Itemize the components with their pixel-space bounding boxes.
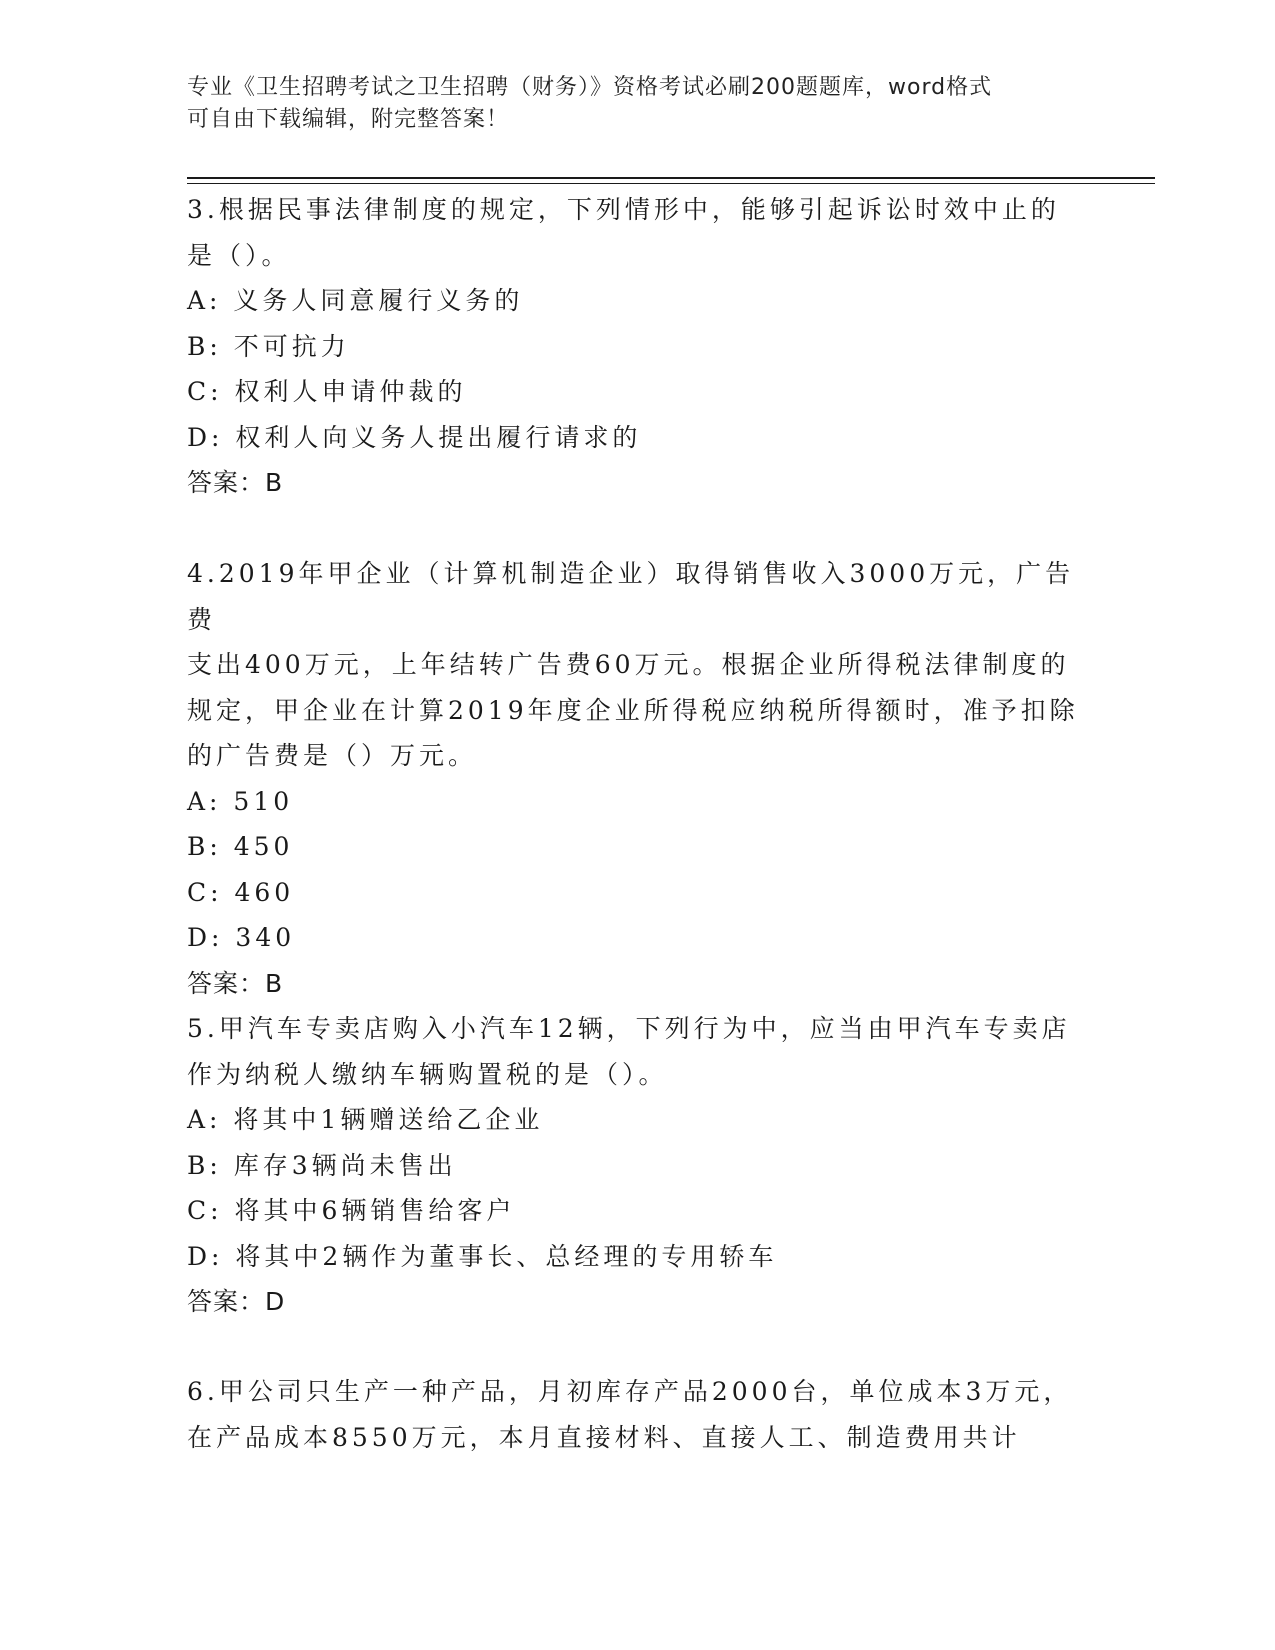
option-a: A: 将其中1辆赠送给乙企业 (187, 1105, 544, 1134)
header-divider-thin (187, 183, 1155, 184)
option-b: B: 库存3辆尚未售出 (187, 1150, 457, 1180)
option-b: B: 不可抗力 (187, 331, 350, 361)
header-line-2: 可自由下载编辑，附完整答案！ (187, 107, 510, 132)
stem-line: 5.甲汽车专卖店购入小汽车12辆，下列行为中，应当由甲汽车专卖店 (187, 1014, 1071, 1043)
stem-line: 作为纳税人缴纳车辆购置税的是（）。 (187, 1059, 668, 1089)
option-a: A: 510 (187, 786, 294, 816)
stem-line: 规定，甲企业在计算2019年度企业所得税应纳税所得额时，准予扣除 (187, 695, 1079, 725)
option-d: D: 340 (187, 923, 296, 952)
question-stem (187, 187, 1087, 278)
answer-line: 答案：D (187, 1287, 286, 1316)
header-line-1: 专业《卫生招聘考试之卫生招聘（财务）》资格考试必刷200题题库，word格式 (187, 75, 993, 100)
stem-line: 支出400万元，上年结转广告费60万元。根据企业所得税法律制度的 (187, 650, 1070, 679)
stem-line: 是（）。 (187, 240, 291, 270)
stem-line: 6.甲公司只生产一种产品，月初库存产品2000台，单位成本3万元， (187, 1377, 1073, 1406)
answer-line: 答案：B (187, 468, 284, 497)
option-d: D: 将其中2辆作为董事长、总经理的专用轿车 (187, 1241, 778, 1271)
option-a: A: 义务人同意履行义务的 (187, 286, 524, 315)
header-divider-thick (187, 177, 1155, 179)
option-d: D: 权利人向义务人提出履行请求的 (187, 422, 642, 452)
question-4 (187, 551, 1087, 1006)
question-6 (187, 1369, 1087, 1460)
question-stem (187, 1006, 1087, 1097)
option-c: C: 将其中6辆销售给客户 (187, 1196, 516, 1225)
question-5 (187, 1006, 1087, 1325)
answer-line: 答案：B (187, 968, 284, 998)
question-3 (187, 187, 1087, 506)
stem-line: 4.2019年甲企业（计算机制造企业）取得销售收入3000万元，广告费 (187, 559, 1075, 634)
option-c: C: 460 (187, 877, 295, 907)
option-c: C: 权利人申请仲裁的 (187, 377, 467, 406)
stem-line: 在产品成本8550万元，本月直接材料、直接人工、制造费用共计 (187, 1422, 1021, 1452)
document-header (187, 72, 1087, 136)
option-b: B: 450 (187, 832, 294, 861)
question-stem (187, 1369, 1087, 1460)
stem-line: 3.根据民事法律制度的规定，下列情形中，能够引起诉讼时效中止的 (187, 195, 1060, 224)
stem-line: 的广告费是（）万元。 (187, 741, 478, 770)
question-stem (187, 551, 1087, 779)
